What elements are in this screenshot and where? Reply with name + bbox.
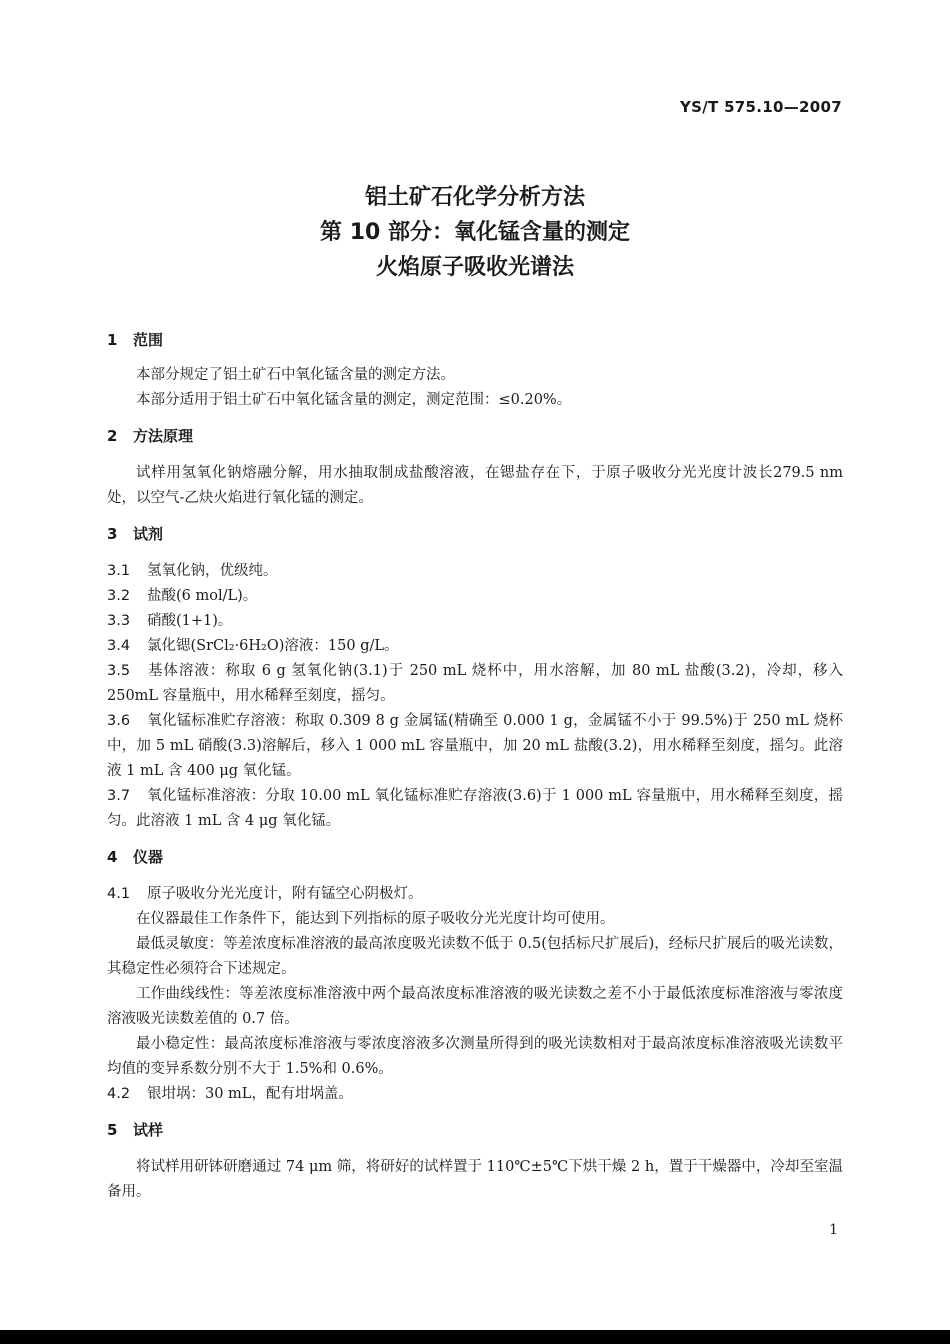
clause-number: 3.3	[107, 613, 131, 629]
section-heading-scope	[107, 328, 843, 353]
section-title: 范围	[133, 331, 164, 349]
clause-number: 3.6	[107, 713, 131, 729]
section-heading-apparatus	[107, 845, 843, 870]
standard-code: YS/T 575.10—2007	[679, 98, 842, 116]
section-title: 方法原理	[133, 427, 194, 445]
paragraph: 本部分规定了铝土矿石中氧化锰含量的测定方法。	[136, 367, 455, 383]
paragraph: 工作曲线线性：等差浓度标准溶液中两个最高浓度标准溶液的吸光读数之差不小于最低浓度标准溶液与零浓度溶液吸光读数差值的 0.7 倍。	[107, 986, 843, 1027]
title-line-2: 第 10 部分：氧化锰含量的测定	[320, 220, 630, 245]
clause-text: 氧化锰标准贮存溶液：称取 0.309 8 g 金属锰(精确至 0.000 1 g，金属锰不小于 99.5%)于 250 mL 烧杯中，加 5 mL 硝酸(3.3)溶解后，移入 1 000 mL 容量瓶中，加 20 mL 盐酸(3.2)，用水稀释至刻度，摇匀。此溶液 1 mL 含 400 μg 氧化锰。	[107, 713, 843, 779]
document-body	[107, 328, 843, 1205]
section-heading-principle	[107, 424, 843, 449]
section-number: 2	[107, 427, 118, 445]
section-title: 试剂	[133, 525, 164, 543]
section-heading-reagents	[107, 522, 843, 547]
clause-3-2	[107, 584, 843, 609]
clause-text: 硝酸(1+1)。	[147, 613, 233, 629]
paragraph: 最小稳定性：最高浓度标准溶液与零浓度溶液多次测量所得到的吸光读数相对于最高浓度标准溶液吸光读数平均值的变异系数分别不大于 1.5%和 0.6%。	[107, 1036, 843, 1077]
clause-number: 3.2	[107, 588, 131, 604]
section-number: 5	[107, 1121, 118, 1139]
clause-text: 氧化锰标准溶液：分取 10.00 mL 氧化锰标准贮存溶液(3.6)于 1 000 mL 容量瓶中，用水稀释至刻度，摇匀。此溶液 1 mL 含 4 μg 氧化锰。	[107, 788, 843, 829]
section-title: 仪器	[133, 848, 164, 866]
paragraph: 本部分适用于铝土矿石中氧化锰含量的测定，测定范围：≤0.20%。	[136, 392, 572, 408]
clause-3-5	[107, 659, 843, 709]
document-title	[0, 180, 950, 285]
clause-text: 银坩埚：30 mL，配有坩埚盖。	[147, 1086, 353, 1102]
clause-number: 3.7	[107, 788, 131, 804]
paragraph: 在仪器最佳工作条件下，能达到下列指标的原子吸收分光光度计均可使用。	[136, 911, 615, 927]
title-line-1: 铝土矿石化学分析方法	[364, 185, 585, 210]
clause-3-4	[107, 634, 843, 659]
section-title: 试样	[133, 1121, 164, 1139]
clause-text: 盐酸(6 mol/L)。	[147, 588, 258, 604]
clause-number: 4.2	[107, 1086, 131, 1102]
bottom-border	[0, 1330, 950, 1344]
clause-number: 3.5	[107, 663, 131, 679]
clause-3-3	[107, 609, 843, 634]
clause-3-6	[107, 709, 843, 784]
section-number: 3	[107, 525, 118, 543]
section-number: 1	[107, 331, 118, 349]
clause-4-2	[107, 1082, 843, 1107]
clause-text: 基体溶液：称取 6 g 氢氧化钠(3.1)于 250 mL 烧杯中，用水溶解，加 80 mL 盐酸(3.2)，冷却，移入250mL 容量瓶中，用水稀释至刻度，摇匀。	[107, 663, 843, 704]
paragraph: 最低灵敏度：等差浓度标准溶液的最高浓度吸光读数不低于 0.5(包括标尺扩展后)，经标尺扩展后的吸光读数，其稳定性必须符合下述规定。	[107, 936, 843, 977]
clause-text: 氢氧化钠，优级纯。	[147, 563, 278, 579]
clause-4-1	[107, 882, 843, 907]
section-heading-sample	[107, 1118, 843, 1143]
clause-number: 3.4	[107, 638, 131, 654]
clause-3-1	[107, 559, 843, 584]
clause-text: 原子吸收分光光度计，附有锰空心阴极灯。	[147, 886, 423, 902]
paragraph: 将试样用研钵研磨通过 74 μm 筛，将研好的试样置于 110℃±5℃下烘干燥 2 h，置于干燥器中，冷却至室温备用。	[107, 1159, 843, 1200]
clause-text: 氯化锶(SrCl₂·6H₂O)溶液：150 g/L。	[147, 638, 399, 654]
page-number: 1	[829, 1222, 838, 1238]
paragraph: 试样用氢氧化钠熔融分解，用水抽取制成盐酸溶液，在锶盐存在下，于原子吸收分光光度计波长279.5 nm 处，以空气-乙炔火焰进行氧化锰的测定。	[107, 465, 843, 506]
title-line-3: 火焰原子吸收光谱法	[375, 255, 574, 280]
section-number: 4	[107, 848, 118, 866]
clause-number: 3.1	[107, 563, 131, 579]
clause-number: 4.1	[107, 886, 131, 902]
clause-3-7	[107, 784, 843, 834]
